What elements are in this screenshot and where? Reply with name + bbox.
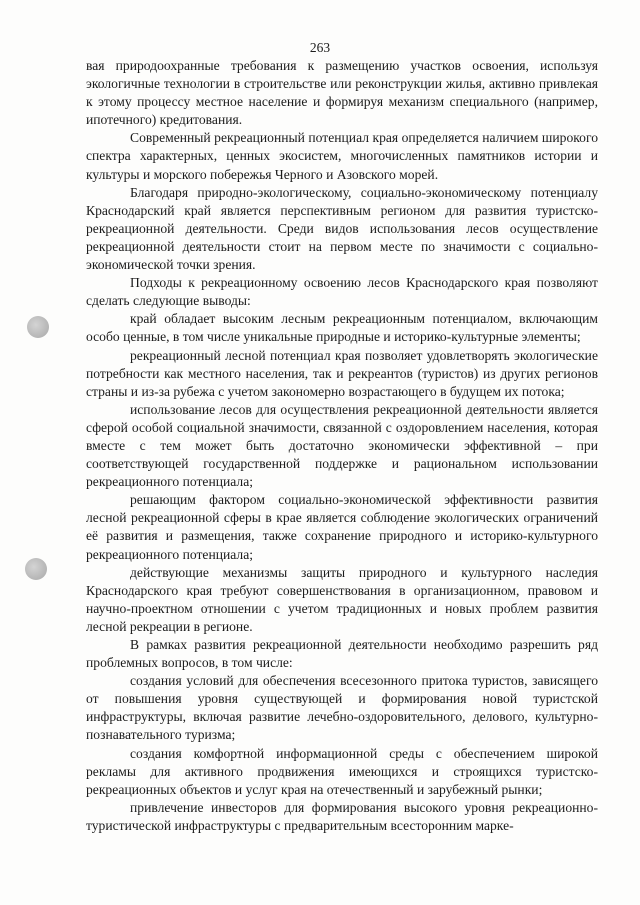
- body-text: [86, 57, 598, 835]
- list-item-social-significance: использование лесов для осуществления рекреационной деятельности является сферой особой социальной значимости, связанной с оздоровлением населения, которая вместе с тем может быть достаточно экономически эффективной – при соответствующей государственной поддержке и рациональном использовании рекреационного потенциала;: [86, 401, 598, 490]
- paragraph-perspective-region: Благодаря природно-экологическому, социально-экономическому потенциалу Краснодарский край является перспективным регионом для развития туристско-рекреационной деятельности. Среди видов использования лесов осуществление рекреационной деятельности стоит на первом месте по значимости с социально-экономической точки зрения.: [86, 184, 598, 273]
- paragraph-continuation: вая природоохранные требования к размещению участков освоения, используя экологичные технологии в строительстве или реконструкции жилья, активно привлекая к этому процессу местное население и формируя механизм специального (например, ипотечного) кредитования.: [86, 58, 598, 128]
- paragraph-conclusions-intro: Подходы к рекреационному освоению лесов Краснодарского края позволяют сделать следующие выводы:: [86, 275, 598, 309]
- paragraph-recreational-potential: Современный рекреационный потенциал края определяется наличием широкого спектра характерных, ценных экосистем, многочисленных памятников истории и культуры и морского побережья Черного и Азовского морей.: [86, 130, 598, 182]
- list-item-forest-potential: край обладает высоким лесным рекреационным потенциалом, включающим особо ценные, в том числе уникальные природные и историко-культурные элементы;: [86, 311, 598, 345]
- list-item-information-environment: создания комфортной информационной среды с обеспечением широкой рекламы для активного продвижения имеющихся и строящихся туристско-рекреационных объектов и услуг края на отечественный и зарубежный рынки;: [86, 745, 598, 797]
- list-item-investors: привлечение инвесторов для формирования высокого уровня рекреационно-туристической инфраструктуры с предварительным всесторонним марке-: [86, 799, 598, 833]
- list-item-ecological-needs: рекреационный лесной потенциал края позволяет удовлетворять экологические потребности как местного населения, так и рекреантов (туристов) из других регионов страны и из-за рубежа с учетом закономерно возрастающего в будущем их потока;: [86, 347, 598, 399]
- list-item-all-season-tourism: создания условий для обеспечения всесезонного притока туристов, зависящего от повышения уровня существующей и формирования новой туристской инфраструктуры, включая развитие лечебно-оздоровительного, делового, культурно-познавательного туризма;: [86, 673, 598, 743]
- punch-hole-upper: [27, 316, 49, 338]
- punch-hole-lower: [25, 558, 47, 580]
- list-item-decisive-factor: решающим фактором социально-экономической эффективности развития лесной рекреационной сферы в крае является соблюдение экологических ограничений её развития и размещения, также сохранение природного и историко-культурного рекреационного потенциала;: [86, 492, 598, 562]
- page-number: 263: [309, 40, 331, 55]
- list-item-protection-mechanisms: действующие механизмы защиты природного и культурного наследия Краснодарского края требуют совершенствования в организационном, правовом и научно-проектном отношении с учетом традиционных и новых проблем развития лесной рекреации в регионе.: [86, 564, 598, 634]
- paragraph-problem-issues: В рамках развития рекреационной деятельности необходимо разрешить ряд проблемных вопросов, в том числе:: [86, 637, 598, 671]
